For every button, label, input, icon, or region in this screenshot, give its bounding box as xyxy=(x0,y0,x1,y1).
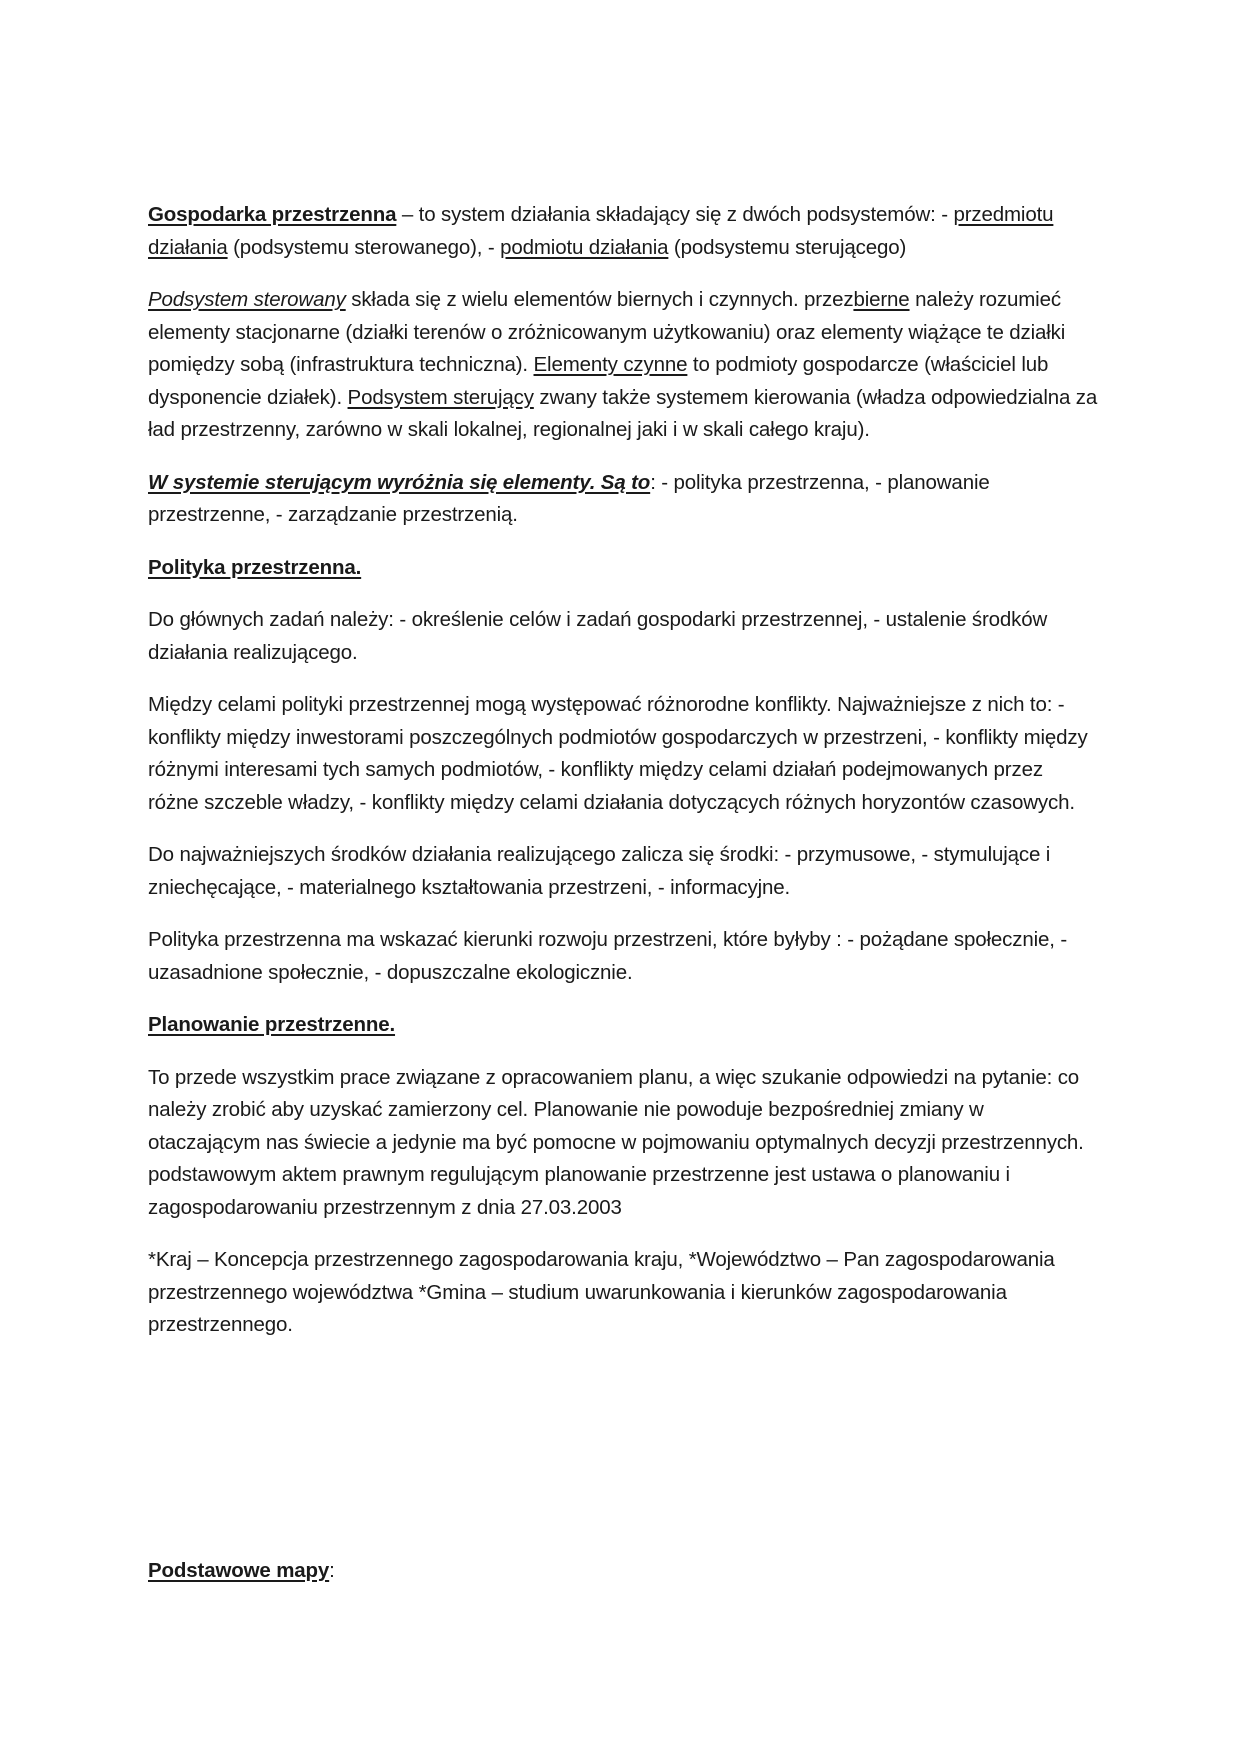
term-podsystem-sterujacy: Podsystem sterujący xyxy=(347,385,534,409)
heading-planowanie-przestrzenne: Planowanie przestrzenne. xyxy=(148,1013,396,1036)
term-gospodarka-przestrzenna: Gospodarka przestrzenna xyxy=(148,203,397,226)
document-body xyxy=(148,199,1098,1362)
term-bierne: bierne xyxy=(853,288,910,311)
term-podmiot-dzialania: podmiotu działania xyxy=(500,235,669,259)
paragraph-konflikty: Między celami polityki przestrzennej mogą występować różnorodne konflikty. Najważniejsze z nich to: - konflikty między inwestorami poszczególnych podmiotów gospodarczych w przestrzeni, - konflikty między różnymi interesami tych samych podmiotów, - konflikty między celami działań podejmowanych przez różne szczeble władzy, - konflikty między celami działania dotyczących różnych horyzontów czasowych. xyxy=(148,693,1088,814)
paragraph-srodki: Do najważniejszych środków działania realizującego zalicza się środki: - przymusowe, - stymulujące i zniechęcające, - materialnego kształtowania przestrzeni, - informacyjne. xyxy=(148,843,1051,899)
paragraph-podsystem: Podsystem sterowany składa się z wielu elementów biernych i czynnych. przezbierne należy rozumieć elementy stacjonarne (działki terenów o zróżnicowanym użytkowaniu) oraz elementy wiążące te działki pomiędzy sobą (infrastruktura techniczna). Elementy czynne to podmioty gospodarcze (właściciel lub dysponencie działek). Podsystem sterujący zwany także systemem kierowania (władza odpowiedzialna za ład przestrzenny, zarówno w skali lokalnej, regionalnej jaki i w skali całego kraju). xyxy=(148,288,1098,441)
term-elementy-czynne: Elementy czynne xyxy=(533,353,688,376)
heading-podstawowe-mapy: Podstawowe mapy: xyxy=(148,1559,335,1582)
paragraph-zadania: Do głównych zadań należy: - określenie celów i zadań gospodarki przestrzennej, - ustalenie środków działania realizującego. xyxy=(148,608,1048,664)
heading-podstawowe-mapy-text: Podstawowe mapy xyxy=(148,1559,330,1582)
paragraph-kierunki: Polityka przestrzenna ma wskazać kierunki rozwoju przestrzeni, które byłyby : - pożądane społecznie, - uzasadnione społecznie, - dopuszczalne ekologicznie. xyxy=(148,928,1067,984)
heading-polityka-przestrzenna: Polityka przestrzenna. xyxy=(148,555,362,579)
term-system-sterujacy: W systemie sterującym wyróżnia się elementy. Są to xyxy=(148,470,651,494)
paragraph-planowanie: To przede wszystkim prace związane z opracowaniem planu, a więc szukanie odpowiedzi na pytanie: co należy zrobić aby uzyskać zamierzony cel. Planowanie nie powoduje bezpośredniej zmiany w otaczającym nas świecie a jedynie ma być pomocne w pojmowaniu optymalnych decyzji przestrzennych. podstawowym aktem prawnym regulującym planowanie przestrzenne jest ustawa o planowaniu i zagospodarowaniu przestrzennym z dnia 27.03.2003 xyxy=(148,1065,1084,1219)
paragraph-definition: Gospodarka przestrzenna – to system działania składający się z dwóch podsystemów: - przedmiotu działania (podsystemu sterowanego), - podmiotu działania (podsystemu sterującego) xyxy=(148,203,1054,259)
paragraph-elementy: W systemie sterującym wyróżnia się elementy. Są to: - polityka przestrzenna, - planowanie przestrzenne, - zarządzanie przestrzenią. xyxy=(148,470,990,526)
paragraph-poziomy-planowania: *Kraj – Koncepcja przestrzennego zagospodarowania kraju, *Województwo – Pan zagospodarowania przestrzennego województwa *Gmina – studium uwarunkowania i kierunków zagospodarowania przestrzennego. xyxy=(148,1248,1055,1336)
term-przedmiot-dzialania: przedmiotu działania xyxy=(148,203,1054,259)
term-podsystem-sterowany: Podsystem sterowany xyxy=(148,288,346,311)
